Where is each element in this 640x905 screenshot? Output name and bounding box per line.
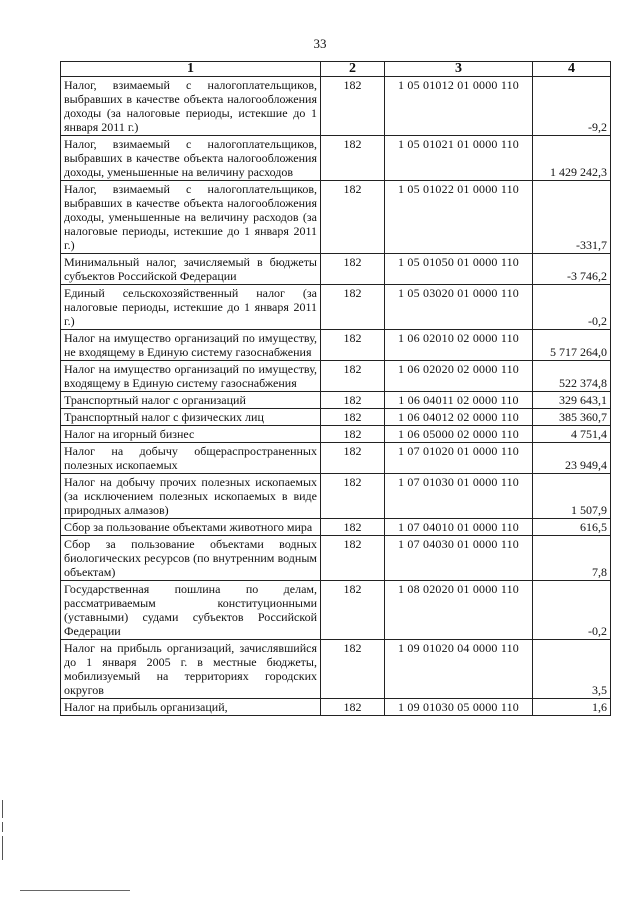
table-row	[61, 536, 611, 581]
row-name-cell: Налог, взимаемый с налогоплательщиков, выбравших в качестве объекта налогообложения доходы, уменьшенные на величину расходов (за налоговые периоды, истекшие до 1 января 2011 г.)	[61, 181, 321, 254]
row-admin-code-cell: 182	[321, 443, 385, 474]
row-budget-code-cell: 1 06 04012 02 0000 110	[385, 409, 533, 426]
row-name-cell: Сбор за пользование объектами водных биологических ресурсов (по внутренним водным объектам)	[61, 536, 321, 581]
row-amount-cell: 3,5	[533, 640, 611, 699]
table-row	[61, 254, 611, 285]
table-row	[61, 181, 611, 254]
row-budget-code-cell: 1 05 01022 01 0000 110	[385, 181, 533, 254]
row-budget-code-cell: 1 06 04011 02 0000 110	[385, 392, 533, 409]
table-row	[61, 392, 611, 409]
row-admin-code-cell: 182	[321, 409, 385, 426]
row-name-cell: Налог на прибыль организаций, зачислявшийся до 1 января 2005 г. в местные бюджеты, мобилизуемый на территориях городских округов	[61, 640, 321, 699]
row-name-cell: Минимальный налог, зачисляемый в бюджеты субъектов Российской Федерации	[61, 254, 321, 285]
row-name-cell: Налог на игорный бизнес	[61, 426, 321, 443]
table-row	[61, 640, 611, 699]
row-budget-code-cell: 1 05 03020 01 0000 110	[385, 285, 533, 330]
row-name-cell: Транспортный налог с физических лиц	[61, 409, 321, 426]
row-name-cell: Налог, взимаемый с налогоплательщиков, выбравших в качестве объекта налогообложения доходы (за налоговые периоды, истекшие до 1 января 2011 г.)	[61, 77, 321, 136]
row-admin-code-cell: 182	[321, 581, 385, 640]
row-name-cell: Налог на добычу общераспространенных полезных ископаемых	[61, 443, 321, 474]
row-budget-code-cell: 1 06 05000 02 0000 110	[385, 426, 533, 443]
row-budget-code-cell: 1 07 01020 01 0000 110	[385, 443, 533, 474]
table-row	[61, 699, 611, 716]
table-row	[61, 426, 611, 443]
row-amount-cell: 522 374,8	[533, 361, 611, 392]
row-amount-cell: 1 429 242,3	[533, 136, 611, 181]
row-amount-cell: -331,7	[533, 181, 611, 254]
row-budget-code-cell: 1 05 01021 01 0000 110	[385, 136, 533, 181]
row-admin-code-cell: 182	[321, 536, 385, 581]
row-amount-cell: 5 717 264,0	[533, 330, 611, 361]
row-name-cell: Налог на имущество организаций по имуществу, не входящему в Единую систему газоснабжения	[61, 330, 321, 361]
row-admin-code-cell: 182	[321, 181, 385, 254]
row-amount-cell: 23 949,4	[533, 443, 611, 474]
row-amount-cell: -0,2	[533, 285, 611, 330]
row-admin-code-cell: 182	[321, 426, 385, 443]
table-row	[61, 409, 611, 426]
table-row	[61, 581, 611, 640]
table-row	[61, 285, 611, 330]
row-name-cell: Налог на имущество организаций по имуществу, входящему в Единую систему газоснабжения	[61, 361, 321, 392]
row-budget-code-cell: 1 07 01030 01 0000 110	[385, 474, 533, 519]
table-row	[61, 474, 611, 519]
row-amount-cell: 616,5	[533, 519, 611, 536]
row-name-cell: Транспортный налог с организаций	[61, 392, 321, 409]
row-budget-code-cell: 1 05 01050 01 0000 110	[385, 254, 533, 285]
row-name-cell: Налог на добычу прочих полезных ископаемых (за исключением полезных ископаемых в виде природных алмазов)	[61, 474, 321, 519]
row-name-cell: Государственная пошлина по делам, рассматриваемым конституционными (уставными) судами субъектов Российской Федерации	[61, 581, 321, 640]
row-admin-code-cell: 182	[321, 136, 385, 181]
row-budget-code-cell: 1 09 01020 04 0000 110	[385, 640, 533, 699]
table-row	[61, 330, 611, 361]
row-admin-code-cell: 182	[321, 285, 385, 330]
row-amount-cell: 1 507,9	[533, 474, 611, 519]
row-amount-cell: 385 360,7	[533, 409, 611, 426]
header-col-2: 2	[321, 62, 385, 77]
row-admin-code-cell: 182	[321, 392, 385, 409]
row-admin-code-cell: 182	[321, 474, 385, 519]
table-row	[61, 519, 611, 536]
margin-marks	[2, 800, 12, 900]
row-budget-code-cell: 1 06 02010 02 0000 110	[385, 330, 533, 361]
row-budget-code-cell: 1 05 01012 01 0000 110	[385, 77, 533, 136]
row-name-cell: Единый сельскохозяйственный налог (за налоговые периоды, истекшие до 1 января 2011 г.)	[61, 285, 321, 330]
row-admin-code-cell: 182	[321, 254, 385, 285]
table-header-row	[61, 62, 611, 77]
table-row	[61, 77, 611, 136]
row-budget-code-cell: 1 07 04010 01 0000 110	[385, 519, 533, 536]
row-name-cell: Налог, взимаемый с налогоплательщиков, выбравших в качестве объекта налогообложения доходы, уменьшенные на величину расходов	[61, 136, 321, 181]
row-amount-cell: 7,8	[533, 536, 611, 581]
table-row	[61, 136, 611, 181]
row-amount-cell: -9,2	[533, 77, 611, 136]
row-budget-code-cell: 1 07 04030 01 0000 110	[385, 536, 533, 581]
row-amount-cell: -3 746,2	[533, 254, 611, 285]
row-admin-code-cell: 182	[321, 361, 385, 392]
table-row	[61, 443, 611, 474]
row-amount-cell: 4 751,4	[533, 426, 611, 443]
row-admin-code-cell: 182	[321, 519, 385, 536]
row-budget-code-cell: 1 06 02020 02 0000 110	[385, 361, 533, 392]
row-admin-code-cell: 182	[321, 699, 385, 716]
header-col-1: 1	[61, 62, 321, 77]
row-name-cell: Сбор за пользование объектами животного мира	[61, 519, 321, 536]
row-admin-code-cell: 182	[321, 640, 385, 699]
header-col-4: 4	[533, 62, 611, 77]
row-amount-cell: 329 643,1	[533, 392, 611, 409]
row-admin-code-cell: 182	[321, 77, 385, 136]
row-amount-cell: -0,2	[533, 581, 611, 640]
revenue-table	[60, 61, 611, 716]
row-budget-code-cell: 1 09 01030 05 0000 110	[385, 699, 533, 716]
footnote-divider	[20, 890, 130, 891]
table-row	[61, 361, 611, 392]
row-name-cell: Налог на прибыль организаций,	[61, 699, 321, 716]
page-number: 33	[313, 36, 327, 51]
row-admin-code-cell: 182	[321, 330, 385, 361]
row-amount-cell: 1,6	[533, 699, 611, 716]
row-budget-code-cell: 1 08 02020 01 0000 110	[385, 581, 533, 640]
header-col-3: 3	[385, 62, 533, 77]
